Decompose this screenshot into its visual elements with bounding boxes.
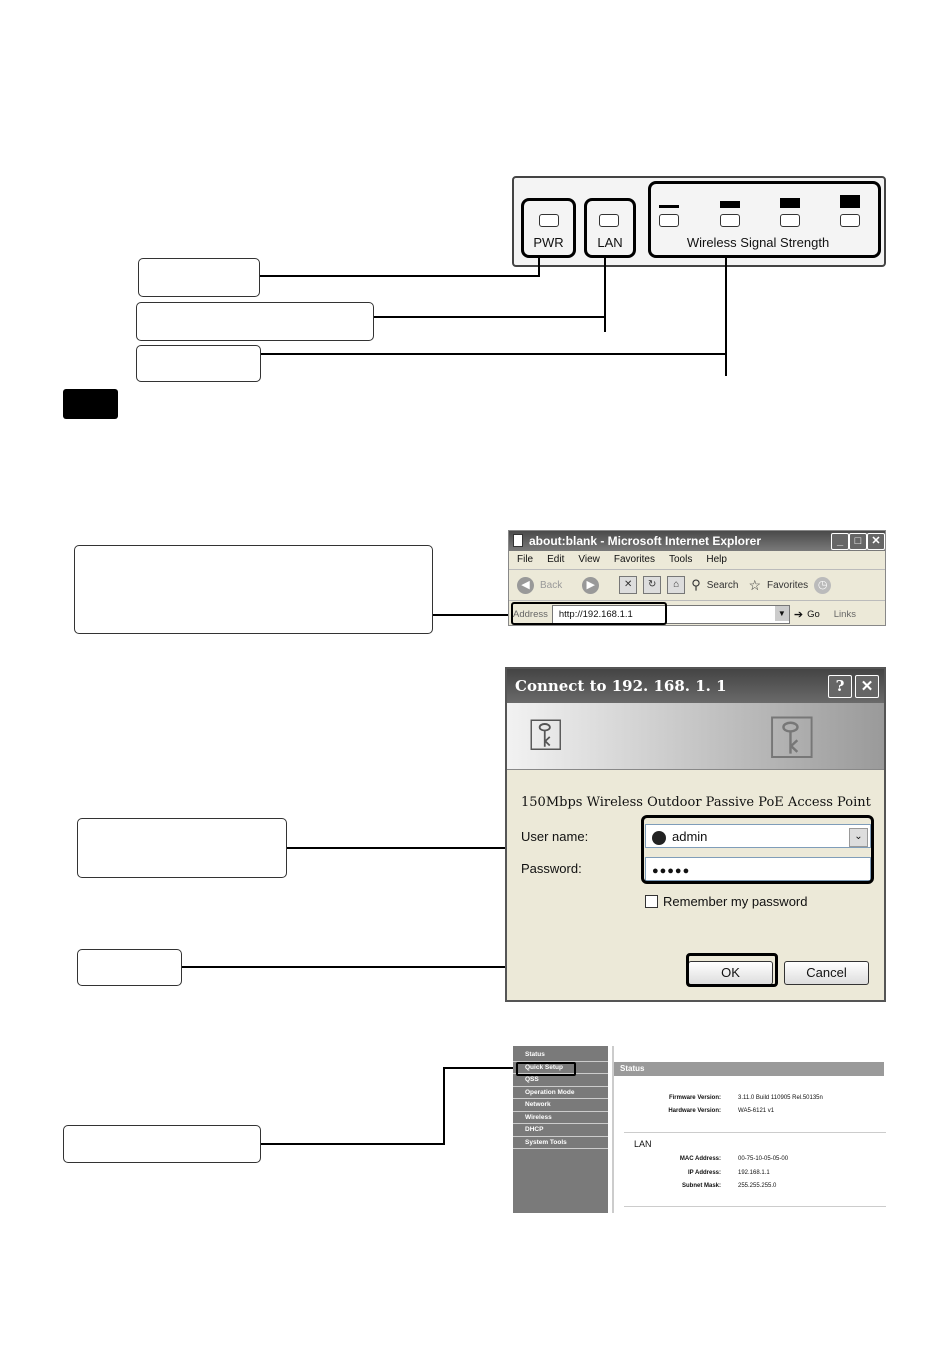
signal-bar-2 bbox=[720, 201, 740, 208]
help-button[interactable]: ? bbox=[828, 675, 852, 698]
minimize-button[interactable]: _ bbox=[831, 533, 849, 550]
step-marker bbox=[63, 389, 118, 419]
pwr-label: PWR bbox=[533, 235, 564, 250]
firmware-label: Firmware Version: bbox=[668, 1095, 721, 1101]
signal-led-1 bbox=[659, 214, 679, 227]
password-value: ●●●●● bbox=[652, 865, 691, 877]
pwr-leader-v bbox=[538, 258, 540, 277]
address-leader bbox=[433, 614, 511, 616]
ie-title-bar bbox=[509, 531, 885, 551]
signal-leader-v bbox=[725, 258, 727, 376]
router-menu-quick-setup[interactable]: Quick Setup bbox=[513, 1062, 608, 1075]
signal-bar-4 bbox=[840, 195, 860, 208]
address-dropdown-icon[interactable]: ▼ bbox=[775, 606, 789, 621]
username-label: User name: bbox=[521, 829, 589, 844]
dialog-banner bbox=[507, 703, 884, 770]
address-label: Address bbox=[513, 608, 548, 620]
go-arrow-icon[interactable]: ➔ bbox=[793, 608, 804, 621]
keys-icon: ⚿ bbox=[529, 711, 563, 760]
forward-arrow-icon[interactable]: ▶ bbox=[582, 577, 599, 594]
status-heading: Status bbox=[614, 1062, 884, 1076]
mac-label: MAC Address: bbox=[679, 1156, 721, 1162]
dialog-close-button[interactable]: ✕ bbox=[855, 675, 879, 698]
pwr-leader-h bbox=[260, 275, 540, 277]
router-menu-wireless[interactable]: Wireless bbox=[513, 1112, 608, 1125]
ok-highlight bbox=[686, 953, 778, 987]
menu-favorites[interactable]: Favorites bbox=[613, 554, 655, 565]
signal-led-2 bbox=[720, 214, 740, 227]
close-button[interactable]: ✕ bbox=[867, 533, 885, 550]
favorites-star-icon[interactable]: ☆ bbox=[748, 576, 762, 593]
lan-led bbox=[599, 214, 619, 227]
quick-setup-highlight bbox=[516, 1062, 576, 1076]
links-label[interactable]: Links bbox=[833, 608, 856, 620]
search-label[interactable]: Search bbox=[706, 579, 739, 591]
go-button[interactable]: Go bbox=[807, 608, 820, 620]
menu-tools[interactable]: Tools bbox=[668, 554, 693, 565]
quick-setup-leader-h2 bbox=[443, 1067, 518, 1069]
refresh-icon[interactable]: ↻ bbox=[643, 576, 661, 594]
menu-edit[interactable]: Edit bbox=[547, 554, 565, 565]
signal-led-4 bbox=[840, 214, 860, 227]
credentials-callout-box bbox=[77, 818, 287, 878]
password-label: Password: bbox=[521, 861, 582, 876]
search-icon[interactable]: ⚲ bbox=[691, 577, 701, 592]
maximize-button[interactable]: □ bbox=[849, 533, 867, 550]
ie-title: about:blank - Microsoft Internet Explorer bbox=[529, 534, 762, 548]
address-highlight bbox=[511, 602, 667, 625]
quick-setup-leader-v bbox=[443, 1067, 445, 1145]
stop-icon[interactable]: ✕ bbox=[619, 576, 637, 594]
credentials-highlight bbox=[641, 815, 874, 884]
remember-label[interactable]: Remember my password bbox=[663, 894, 808, 909]
hardware-label: Hardware Version: bbox=[668, 1108, 721, 1114]
pwr-led bbox=[539, 214, 559, 227]
ie-toolbar bbox=[509, 570, 885, 601]
pwr-callout-box bbox=[138, 258, 260, 297]
signal-bar-3 bbox=[780, 198, 800, 208]
lan-heading: LAN bbox=[634, 1139, 652, 1149]
mac-value: 00-75-10-05-05-00 bbox=[738, 1156, 789, 1162]
lan-leader-h bbox=[374, 316, 606, 318]
ie-page-icon bbox=[513, 534, 523, 547]
signal-leader-h bbox=[261, 353, 727, 355]
menu-file[interactable]: File bbox=[517, 554, 534, 565]
cancel-button[interactable]: Cancel bbox=[784, 961, 869, 985]
ip-label: IP Address: bbox=[687, 1170, 721, 1176]
signal-callout-box bbox=[136, 345, 261, 382]
mask-label: Subnet Mask: bbox=[681, 1183, 721, 1189]
signal-label: Wireless Signal Strength bbox=[686, 235, 830, 250]
section-divider bbox=[624, 1132, 886, 1133]
lan-label: LAN bbox=[597, 235, 623, 250]
router-menu-status[interactable]: Status bbox=[513, 1049, 608, 1062]
quick-setup-callout-box bbox=[63, 1125, 261, 1163]
keys-watermark-icon: ⚿ bbox=[769, 704, 815, 771]
signal-led-3 bbox=[780, 214, 800, 227]
router-main bbox=[612, 1046, 884, 1213]
dialog-title: Connect to 192. 168. 1. 1 bbox=[515, 677, 727, 695]
dialog-title-bar bbox=[507, 669, 884, 703]
lan-callout-box bbox=[136, 302, 374, 341]
firmware-value: 3.11.0 Build 110905 Rel.50135n bbox=[738, 1095, 823, 1101]
back-arrow-icon[interactable]: ◀ bbox=[517, 577, 534, 594]
menu-view[interactable]: View bbox=[578, 554, 600, 565]
menu-help[interactable]: Help bbox=[706, 554, 727, 565]
router-menu-qss[interactable]: QSS bbox=[513, 1074, 608, 1087]
signal-bar-1 bbox=[659, 205, 679, 208]
username-dropdown-icon[interactable]: ⌄ bbox=[849, 828, 868, 847]
bottom-divider bbox=[624, 1206, 886, 1207]
remember-checkbox[interactable] bbox=[645, 895, 658, 908]
back-label[interactable]: Back bbox=[540, 579, 563, 591]
ie-menu-bar bbox=[509, 551, 885, 570]
ok-button[interactable]: OK bbox=[688, 961, 773, 985]
ip-value: 192.168.1.1 bbox=[738, 1170, 770, 1176]
address-value: http://192.168.1.1 bbox=[558, 608, 633, 620]
hardware-value: WA5-6121 v1 bbox=[738, 1108, 775, 1114]
ok-callout-box bbox=[77, 949, 182, 986]
router-menu-dhcp[interactable]: DHCP bbox=[513, 1124, 608, 1137]
device-name: 150Mbps Wireless Outdoor Passive PoE Access Point bbox=[521, 795, 871, 810]
router-menu-network[interactable]: Network bbox=[513, 1099, 608, 1112]
address-callout-box bbox=[74, 545, 433, 634]
history-icon[interactable]: ◷ bbox=[814, 577, 831, 594]
home-icon[interactable]: ⌂ bbox=[667, 576, 685, 594]
router-menu-operation-mode[interactable]: Operation Mode bbox=[513, 1087, 608, 1100]
favorites-label[interactable]: Favorites bbox=[767, 579, 809, 591]
quick-setup-leader-h1 bbox=[261, 1143, 445, 1145]
lan-leader-v bbox=[604, 258, 606, 332]
router-menu-system-tools[interactable]: System Tools bbox=[513, 1137, 608, 1150]
mask-value: 255.255.255.0 bbox=[738, 1183, 777, 1189]
username-value: admin bbox=[672, 829, 708, 844]
